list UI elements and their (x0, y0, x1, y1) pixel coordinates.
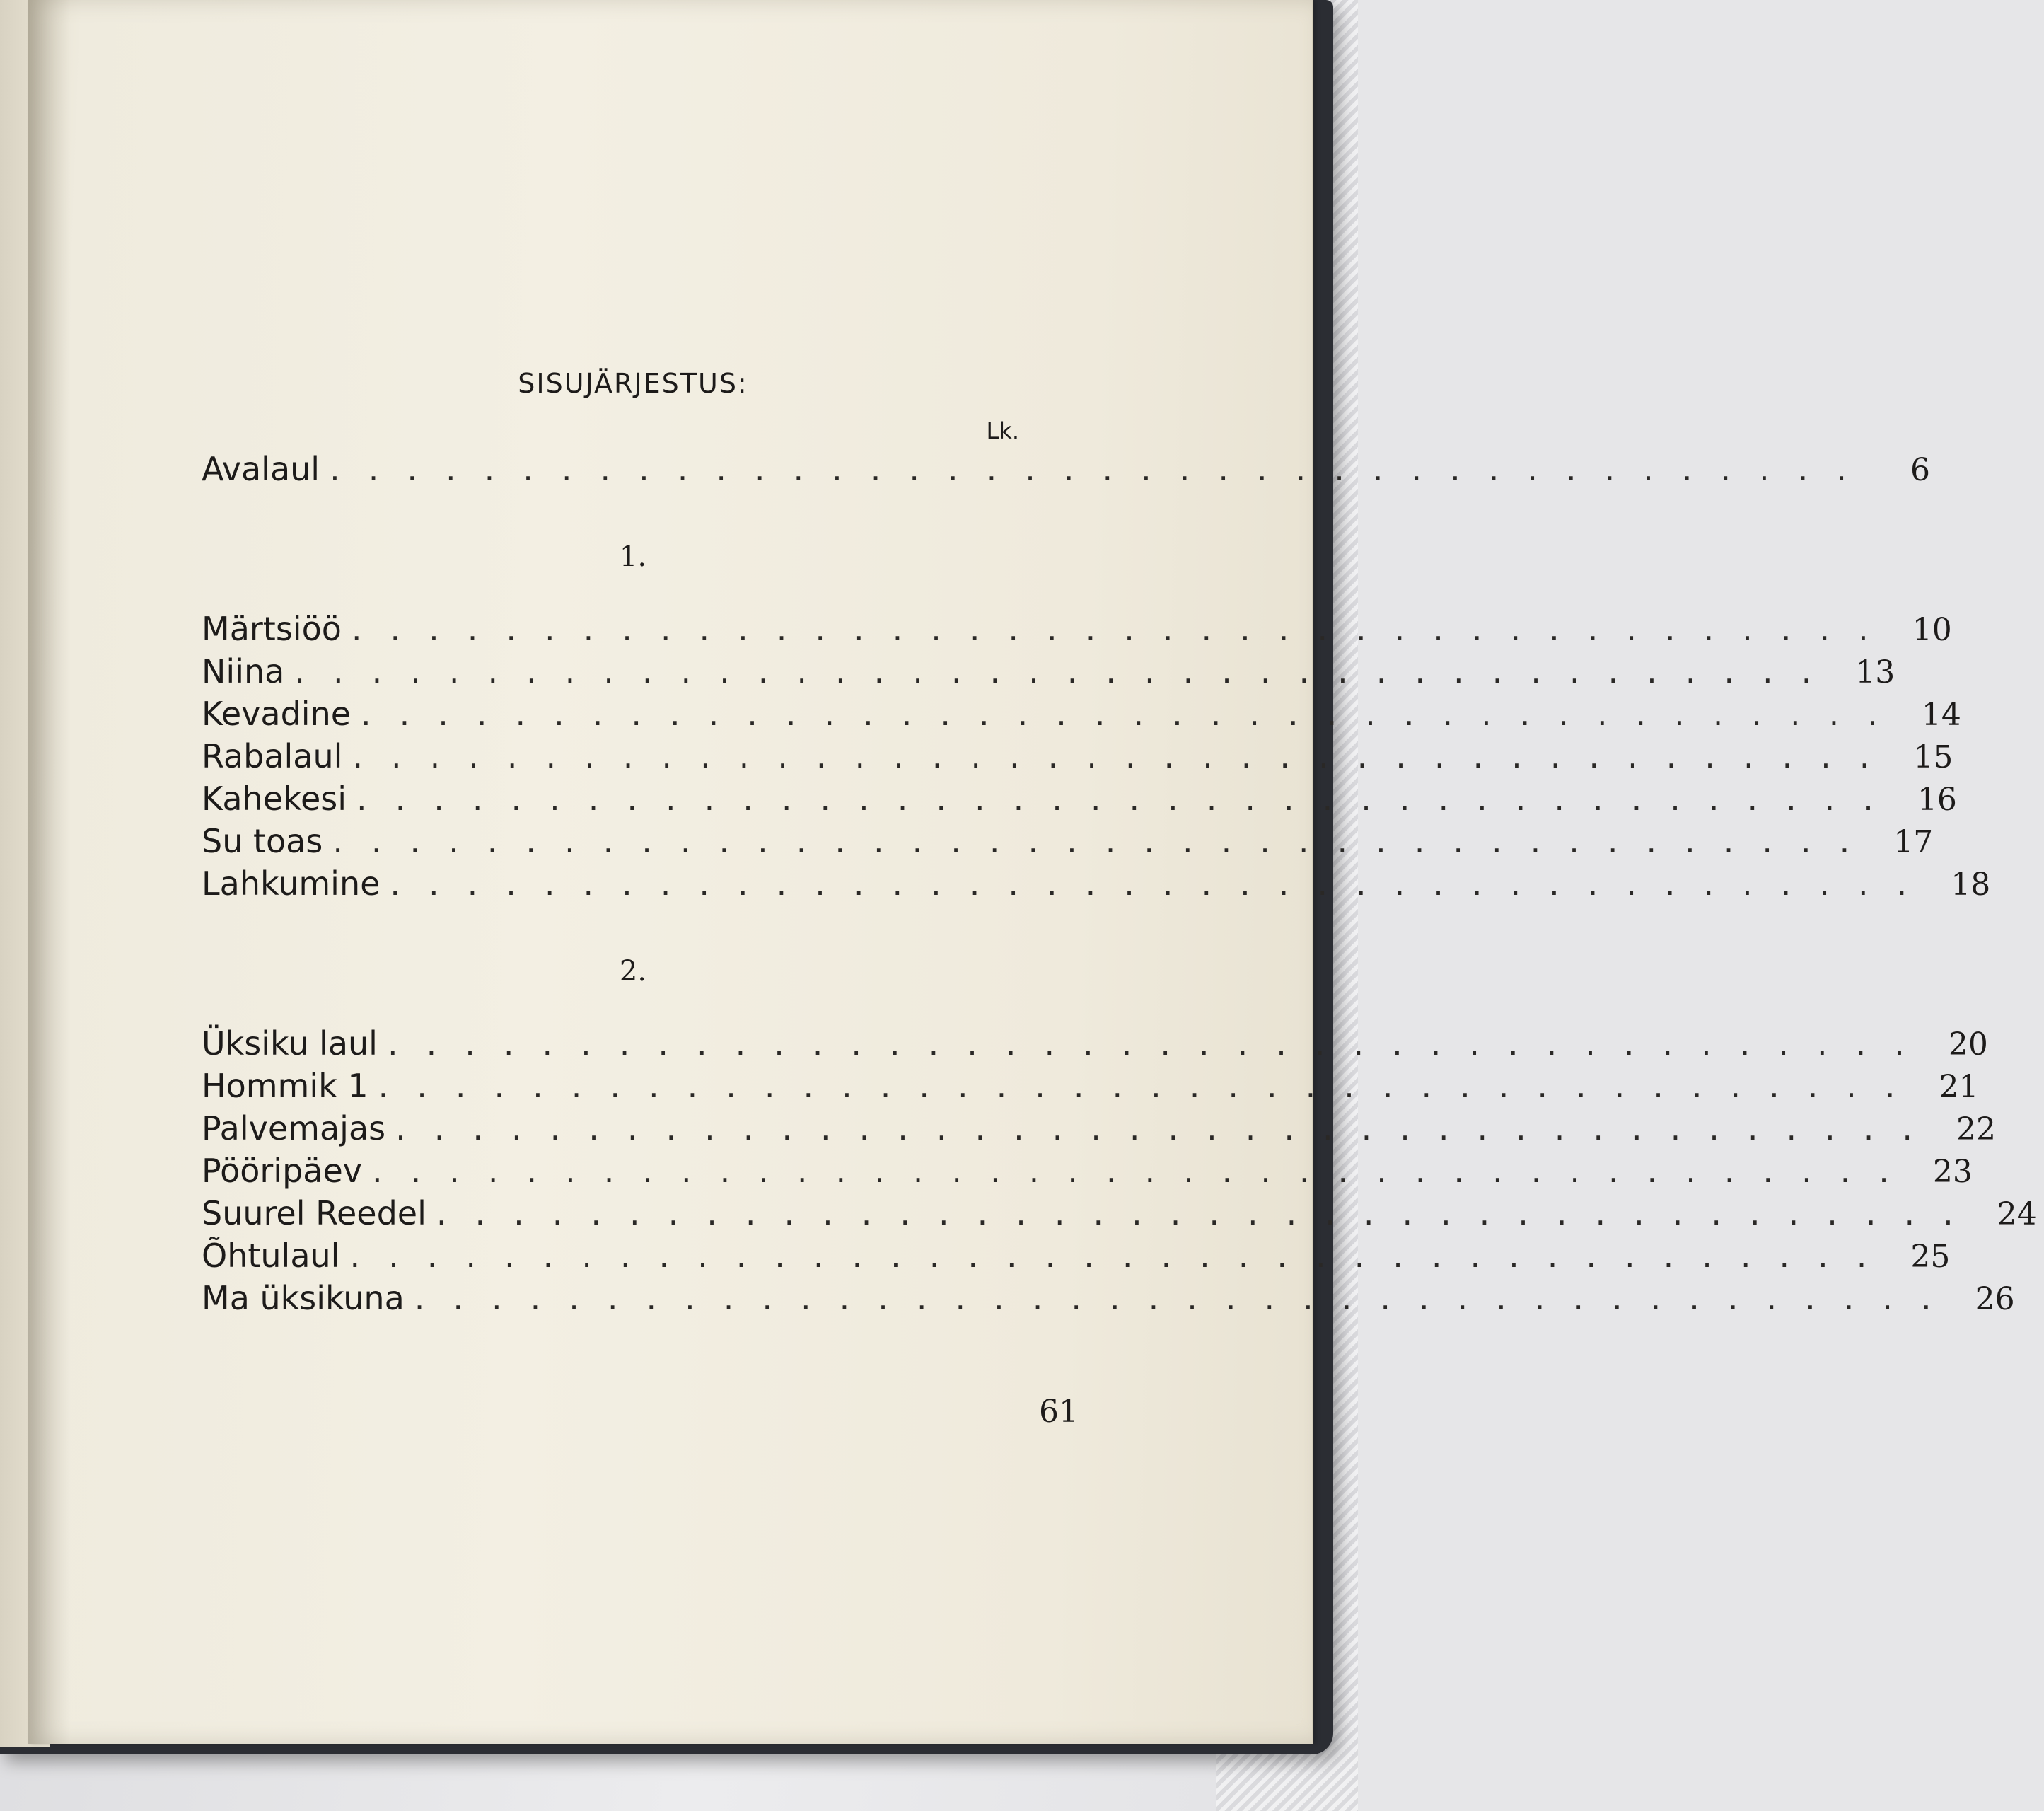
leader-dots: ........................................ (395, 1109, 1941, 1147)
page-column-label: Lk. (986, 417, 1019, 444)
toc-entry-page: 14 (1921, 697, 1961, 733)
leader-dots: ........................................ (351, 610, 1897, 648)
toc-entry (202, 695, 1961, 737)
toc-entry-title: Kahekesi (202, 780, 347, 818)
toc-entry (202, 1067, 1979, 1109)
leader-dots: ........................................ (372, 1152, 1917, 1190)
toc-title: SISUJÄRJESTUS: (518, 368, 748, 399)
toc-entry (202, 1237, 1951, 1279)
toc-entry-title: Hommik 1 (202, 1067, 368, 1105)
toc-entry-page: 22 (1956, 1111, 1996, 1147)
leader-dots: ........................................ (361, 695, 1906, 733)
toc-entry-page: 16 (1917, 782, 1957, 818)
toc-entry-title: Avalaul (202, 450, 320, 488)
toc-entry-title: Õhtulaul (202, 1237, 340, 1275)
toc-entry-page: 26 (1975, 1281, 2015, 1317)
toc-entry-page: 6 (1910, 452, 1930, 488)
toc-entry-page: 10 (1912, 612, 1952, 648)
section-heading: 2. (619, 955, 647, 988)
leader-dots: ........................................ (390, 864, 1936, 903)
toc-entry-title: Kevadine (202, 695, 352, 733)
toc-entry (202, 1024, 1988, 1067)
toc-entry-title: Su toas (202, 822, 323, 860)
section-heading: 1. (619, 540, 647, 573)
toc-entry-page: 21 (1939, 1069, 1979, 1105)
leader-dots: ........................................ (294, 652, 1840, 690)
leader-dots: ........................................ (378, 1067, 1924, 1105)
toc-entry-page: 20 (1948, 1026, 1988, 1063)
toc-entry-title: Palvemajas (202, 1109, 386, 1147)
toc-entry (202, 1109, 1996, 1152)
toc-entry-title: Rabalaul (202, 737, 343, 775)
toc-entry-title: Märtsiöö (202, 610, 342, 648)
leader-dots: ........................................ (414, 1279, 1960, 1317)
toc-entry (202, 822, 1934, 864)
leader-dots: ........................................ (330, 450, 1875, 488)
toc-entry-title: Niina (202, 652, 285, 690)
toc-entry (202, 652, 1895, 695)
leader-dots: ........................................ (387, 1024, 1933, 1063)
toc-entry-page: 13 (1855, 654, 1895, 690)
toc-entry-page: 17 (1893, 824, 1934, 860)
leader-dots: ........................................ (332, 822, 1878, 860)
toc-entry-title: Suurel Reedel (202, 1194, 426, 1232)
page-gutter-shadow (28, 0, 71, 1744)
toc-entry (202, 1194, 2037, 1237)
table-of-contents (202, 368, 2037, 1321)
toc-entry-page: 25 (1910, 1239, 1951, 1275)
page-number: 61 (1039, 1394, 1079, 1430)
toc-entry-page: 18 (1951, 867, 1991, 903)
toc-entry (202, 1279, 2015, 1321)
toc-entry (202, 737, 1953, 780)
leader-dots: ........................................ (349, 1237, 1895, 1275)
toc-entry (202, 450, 1930, 492)
leader-dots: ........................................ (352, 737, 1898, 775)
toc-entry (202, 610, 1952, 652)
leader-dots: ........................................ (436, 1194, 1982, 1232)
toc-entry-page: 24 (1997, 1196, 2037, 1232)
toc-entry-page: 15 (1913, 739, 1953, 775)
toc-entry-title: Pööripäev (202, 1152, 362, 1190)
toc-entry-page: 23 (1932, 1154, 1973, 1190)
toc-entry (202, 1152, 1973, 1194)
leader-dots: ........................................ (356, 780, 1902, 818)
toc-entry (202, 780, 1957, 822)
toc-entry-title: Lahkumine (202, 864, 381, 903)
toc-entry-title: Ma üksikuna (202, 1279, 405, 1317)
toc-entry (202, 864, 1991, 907)
toc-entry-title: Üksiku laul (202, 1024, 378, 1063)
